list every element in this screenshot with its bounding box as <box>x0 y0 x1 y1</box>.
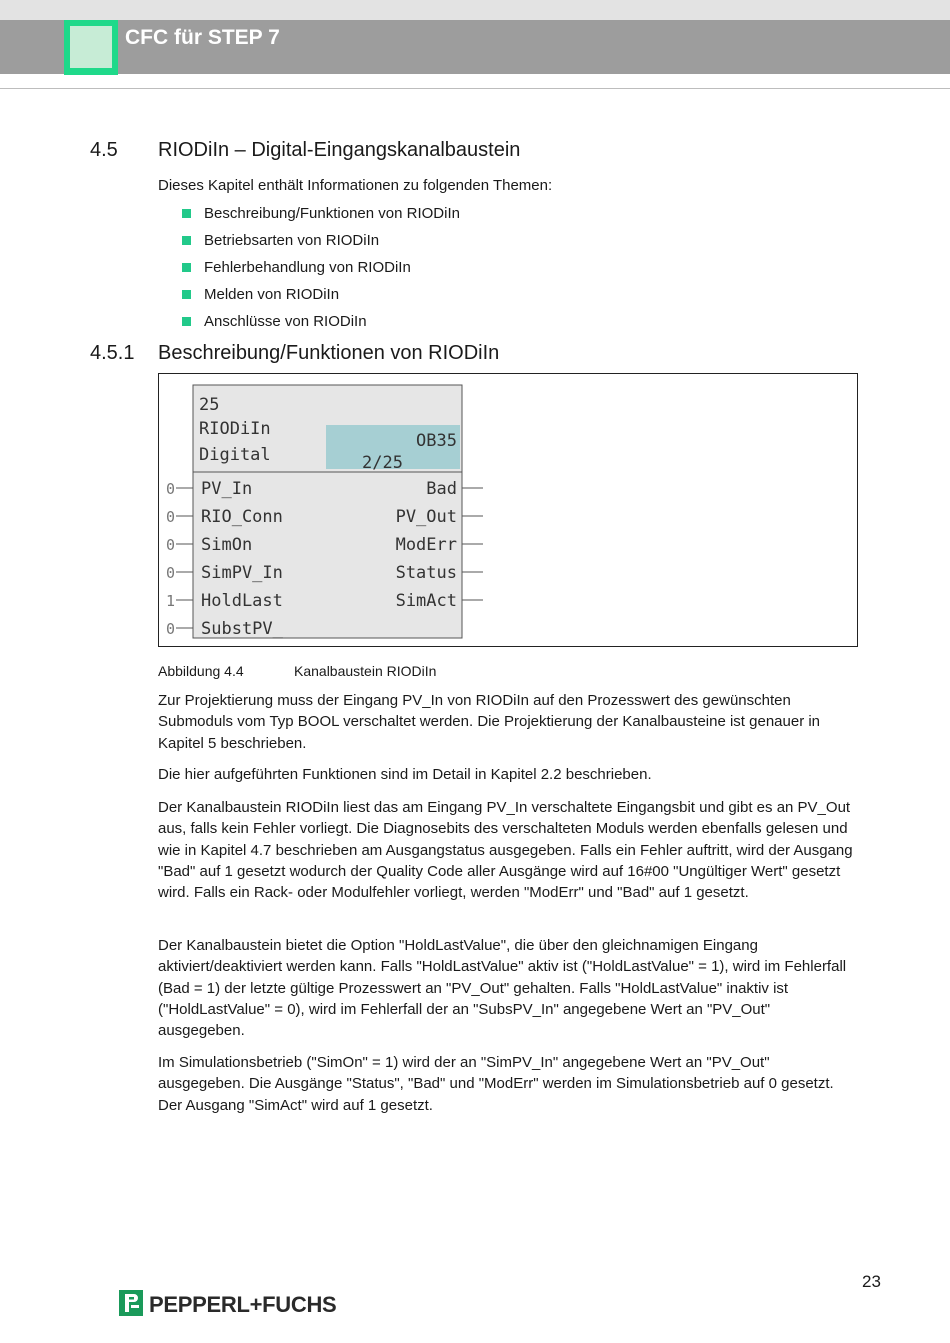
output-pin-row <box>396 563 483 583</box>
list-item: Anschlüsse von RIODiIn <box>182 311 460 338</box>
output-pin-row <box>426 479 483 499</box>
input-pin-row <box>166 507 283 527</box>
bullet-square-icon <box>182 209 191 218</box>
block-name: RIODiIn <box>199 419 271 439</box>
input-pin-row <box>166 479 252 499</box>
section-title: RIODiIn – Digital-Eingangskanalbaustein <box>158 139 521 161</box>
intro-text: Dieses Kapitel enthält Informationen zu folgenden Themen: <box>158 177 553 194</box>
block-ob: OB35 <box>416 431 457 451</box>
input-name: RIO_Conn <box>201 507 283 527</box>
paragraph: Im Simulationsbetrieb ("SimOn" = 1) wird der an "SimPV_In" angegebene Wert an "PV_Out" ausgegeben. Die Ausgänge "Status", "Bad" und "ModErr" werden im Simulationsbetrieb auf 0 gesetzt. Der Ausgang "SimAct" wird auf 1 gesetzt. <box>158 1054 834 1114</box>
output-name: SimAct <box>395 591 457 611</box>
input-name: SimPV_In <box>201 563 283 583</box>
bullet-square-icon <box>182 236 191 245</box>
cfc-block-diagram <box>159 374 859 648</box>
block-type: Digital <box>199 445 271 465</box>
subsection-number: 4.5.1 <box>90 342 135 364</box>
header-accent-inner <box>70 26 112 68</box>
output-name: Status <box>395 563 457 583</box>
paragraph: Die hier aufgeführten Funktionen sind im Detail in Kapitel 2.2 beschrieben. <box>158 766 652 783</box>
input-value: 1 <box>166 592 176 610</box>
output-pin-row <box>396 591 483 611</box>
input-name: SimOn <box>201 535 253 555</box>
input-pin-row <box>166 619 284 639</box>
input-value: 0 <box>166 480 176 498</box>
paragraph: Der Kanalbaustein bietet die Option "HoldLastValue", die über den gleichnamigen Eingang aktiviert/deaktiviert werden kann. Falls "HoldLastValue" aktiv ist ("HoldLastValue" = 1), wird im Fehlerfall (Bad = 1) der letzte gültige Prozesswert an "PV_Out" gehalten. Falls "HoldLastValue" inaktiv ist ("HoldLastValue" = 0), wird im Fehlerfall der an "SubsPV_In" angegebene Wert an "PV_Out" ausgegeben. <box>158 937 847 1040</box>
output-name: Bad <box>426 479 457 499</box>
subsection-title: Beschreibung/Funktionen von RIODiIn <box>158 342 500 364</box>
output-name: ModErr <box>395 535 457 555</box>
logo-mark-icon <box>119 1290 143 1316</box>
block-number: 25 <box>199 395 220 415</box>
input-pin-row <box>166 563 283 583</box>
figure-frame <box>158 373 858 647</box>
top-strip <box>0 0 950 20</box>
input-pin-row <box>166 591 283 611</box>
input-value: 0 <box>166 508 176 526</box>
input-value: 0 <box>166 536 176 554</box>
list-item: Melden von RIODiIn <box>182 284 460 311</box>
caption-text: Kanalbaustein RIODiIn <box>294 663 437 679</box>
list-item: Fehlerbehandlung von RIODiIn <box>182 257 460 284</box>
header-title: CFC für STEP 7 <box>125 26 280 49</box>
page-number: 23 <box>862 1272 881 1291</box>
output-name: PV_Out <box>395 507 457 527</box>
input-name: HoldLast <box>201 591 283 611</box>
paragraph: Zur Projektierung muss der Eingang PV_In von RIODiIn auf den Prozesswert des gewünschten Submoduls vom Typ BOOL verschaltet werden. Die Projektierung der Kanalbausteine ist genauer in Kapitel 5 beschrieben. <box>158 692 821 752</box>
section-number: 4.5 <box>90 139 118 161</box>
input-value: 0 <box>166 620 176 638</box>
output-pin-row <box>396 507 483 527</box>
list-item: Beschreibung/Funktionen von RIODiIn <box>182 203 460 230</box>
input-pin-row <box>166 535 252 555</box>
bullet-square-icon <box>182 317 191 326</box>
header-divider <box>0 88 950 89</box>
output-pin-row <box>396 535 483 555</box>
input-name: SubstPV_ <box>201 619 283 639</box>
block-ob-sequence: 2/25 <box>362 453 403 473</box>
caption-label: Abbildung 4.4 <box>158 663 244 679</box>
input-name: PV_In <box>201 479 253 499</box>
input-value: 0 <box>166 564 176 582</box>
topic-list <box>182 203 460 338</box>
bullet-square-icon <box>182 290 191 299</box>
logo-text: PEPPERL+FUCHS <box>149 1292 337 1317</box>
paragraph: Der Kanalbaustein RIODiIn liest das am Eingang PV_In verschaltete Eingangsbit und gibt es an PV_Out aus, falls kein Fehler vorliegt. Die Diagnosebits des verschalteten Moduls werden ebenfalls gelesen und wie in Kapitel 4.7 beschrieben am Ausgangstatus ausgegeben. Falls ein Fehler auftritt, wird der Ausgang "Bad" auf 1 gesetzt wodurch der Quality Code aller Ausgänge wird auf 16#00 "Ungültiger Wert" gesetzt wird. Falls ein Rack- oder Modulfehler vorliegt, werden "ModErr" und "Bad" auf 1 gesetzt. <box>158 799 853 902</box>
list-item: Betriebsarten von RIODiIn <box>182 230 460 257</box>
bullet-square-icon <box>182 263 191 272</box>
